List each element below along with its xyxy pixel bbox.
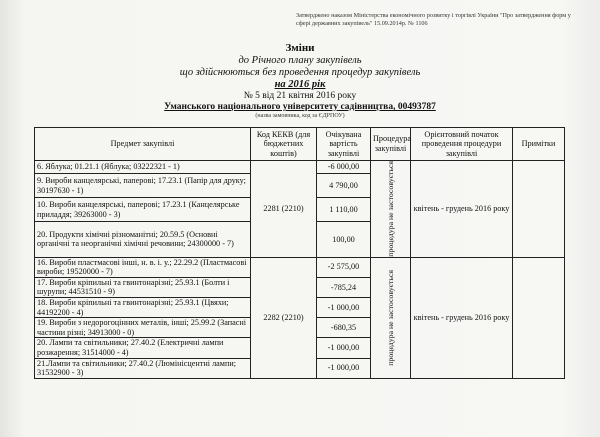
row-subject: 6. Яблука; 01.21.1 (Яблука; 03222321 - 1) (35, 161, 251, 174)
row-cost: -1 000,00 (317, 298, 371, 318)
header-subject: Предмет закупівлі (35, 128, 251, 161)
header-procedure: Процедура закупівлі (371, 128, 411, 161)
group1-notes (513, 161, 565, 258)
header-cost: Очікувана вартість закупівлі (317, 128, 371, 161)
org-note: (назва замовника, код за ЄДРПОУ) (255, 113, 345, 119)
group2-procedure: процедура не застосовується (385, 269, 395, 366)
row-subject: 20. Продукти хімічні різноманітні; 20.59.5 (Основні органічні та неорганічні хімічні речовини; 24300000 - 7) (35, 222, 251, 258)
row-cost: 1 110,00 (317, 198, 371, 222)
group1-procedure-cell (371, 161, 411, 258)
row-subject: 19. Вироби з недорогоцінних металів, інші; 25.99.2 (Запасні частини різні; 34913000 - 0) (35, 318, 251, 338)
header-start: Орієнтовний початок проведення процедури закупівлі (411, 128, 513, 161)
row-cost: -2 575,00 (317, 257, 371, 277)
table-header-row (35, 128, 565, 161)
doc-subtitle-2: що здійснюються без проведення процедур закупівель (179, 67, 421, 78)
row-cost: -1 000,00 (317, 358, 371, 378)
row-cost: -6 000,00 (317, 161, 371, 174)
doc-subtitle: до Річного плану закупівель (238, 55, 362, 66)
group1-start: квітень - грудень 2016 року (411, 161, 513, 258)
doc-year: на 2016 рік (274, 79, 326, 90)
group2-kekv: 2282 (2210) (251, 257, 317, 378)
group2-procedure-cell (371, 257, 411, 378)
group2-notes (513, 257, 565, 378)
procurement-table (34, 127, 565, 379)
org-name: Уманського національного університету садівництва, 00493787 (164, 102, 436, 112)
table-row (35, 257, 565, 277)
row-cost: -785,24 (317, 277, 371, 297)
approval-note: Затверджено наказом Міністерства економічного розвитку і торгівлі України "Про затвердження форм у сфері державних закупівель" 15.09.2014р. № 1106 (296, 12, 571, 27)
row-subject: 18. Вироби кріпильні та гвинтонарізні; 25.93.1 (Цвяхи; 44192200 - 4) (35, 298, 251, 318)
row-subject: 21.Лампи та світильники; 27.40.2 (Люмінісцентні лампи; 31532900 - 3) (35, 358, 251, 378)
table-row (35, 161, 565, 174)
row-cost: -680,35 (317, 318, 371, 338)
row-subject: 17. Вироби кріпильні та гвинтонарізні; 25.93.1 (Болти і шурупи; 44531510 - 9) (35, 277, 251, 297)
row-cost: 4 790,00 (317, 174, 371, 198)
row-cost: 100,00 (317, 222, 371, 258)
row-subject: 9. Вироби канцелярські, паперові; 17.23.1 (Папір для друку; 30197630 - 1) (35, 174, 251, 198)
title-block (150, 42, 450, 120)
row-subject: 16. Вироби пластмасові інші, н. в. і. у.; 22.29.2 (Пластмасові вироби; 19520000 - 7) (35, 257, 251, 277)
header-notes: Примітки (513, 128, 565, 161)
row-cost: -1 000,00 (317, 338, 371, 358)
doc-title: Зміни (285, 42, 315, 54)
row-subject: 10. Вироби канцелярські, паперові; 17.23.1 (Канцелярське приладдя; 39263000 - 3) (35, 198, 251, 222)
group1-procedure: процедура не застосовується (385, 161, 395, 257)
group2-start: квітень - грудень 2016 року (411, 257, 513, 378)
row-subject: 20. Лампи та світильники; 27.40.2 (Електричні лампи розжарення; 31514000 - 4) (35, 338, 251, 358)
header-kekv: Код КЕКВ (для бюджетних коштів) (251, 128, 317, 161)
group1-kekv: 2281 (2210) (251, 161, 317, 258)
doc-number: № 5 від 21 квітня 2016 року (243, 91, 357, 101)
